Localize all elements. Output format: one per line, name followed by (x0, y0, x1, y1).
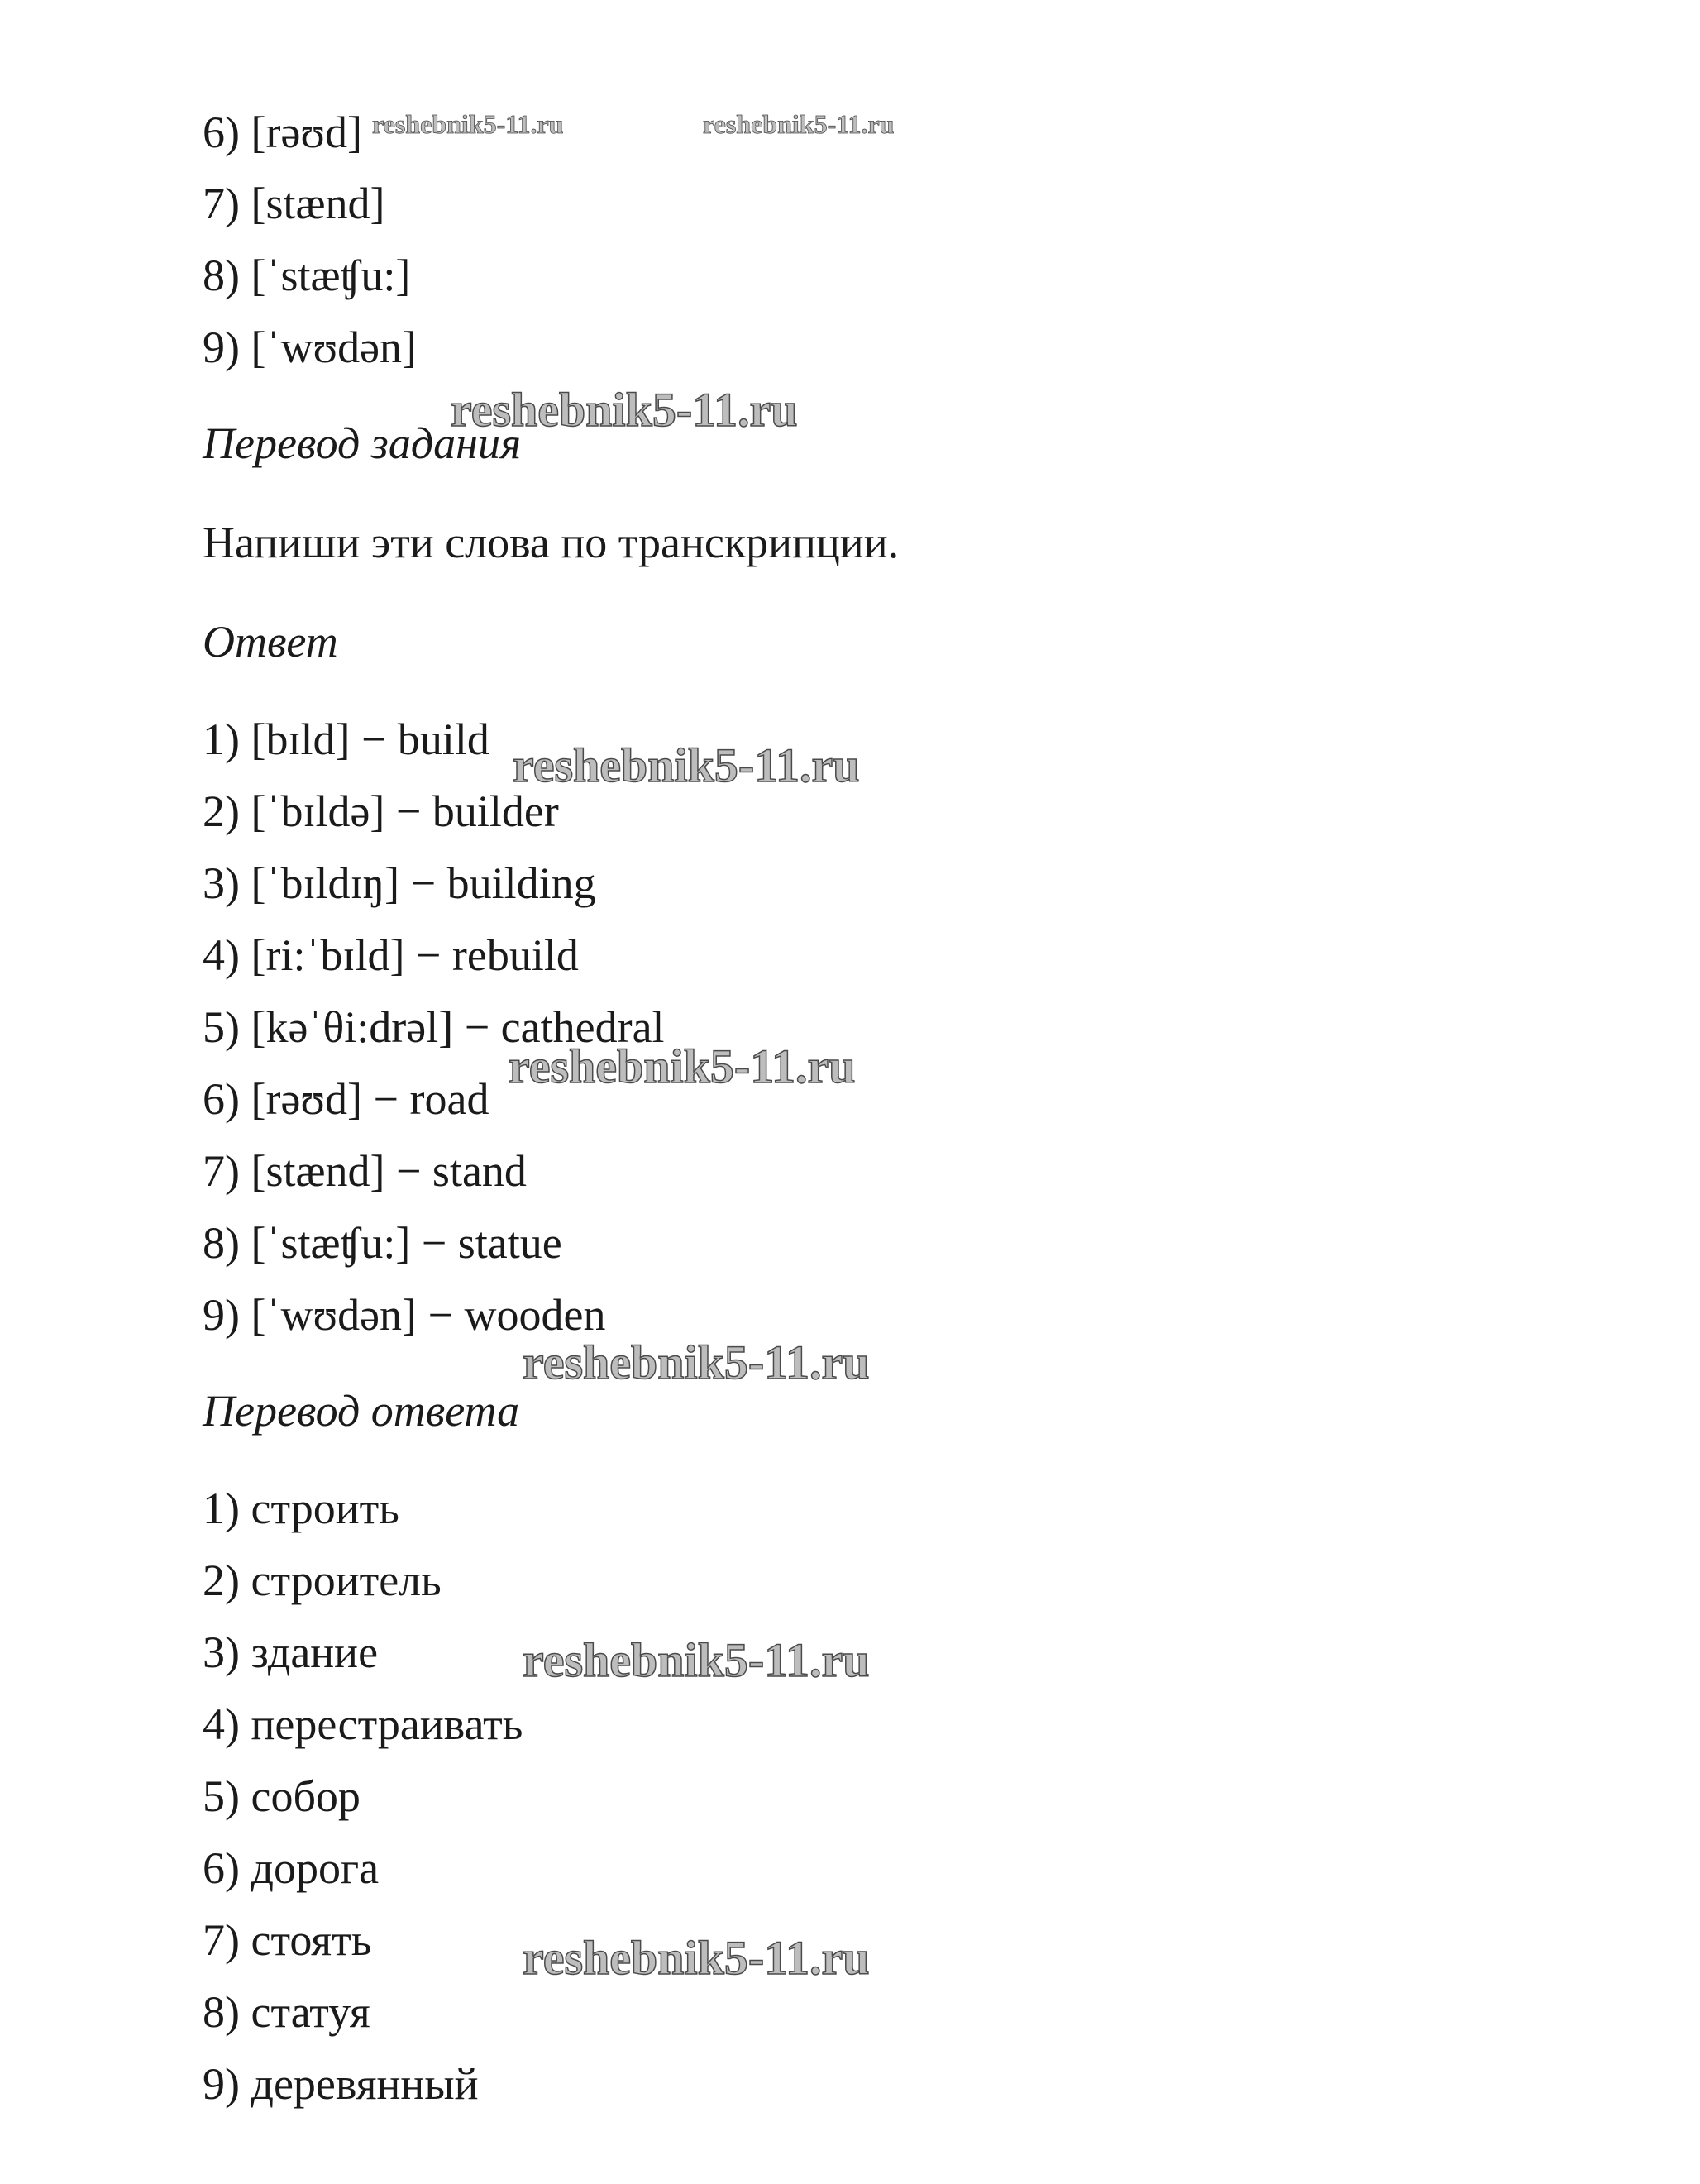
answer-item-8: 8) [ˈstæʧu:] − statue (203, 1218, 562, 1268)
task-translation-heading: Перевод задания (203, 418, 522, 468)
top-list-item-9: 9) [ˈwʊdən] (203, 323, 418, 372)
answer-item-7: 7) [stænd] − stand (203, 1146, 527, 1196)
watermark: reshebnik5-11.ru (372, 109, 564, 139)
watermark: reshebnik5-11.ru (509, 1039, 856, 1093)
watermark: reshebnik5-11.ru (523, 1931, 870, 1985)
answer-item-9: 9) [ˈwʊdən] − wooden (203, 1290, 606, 1340)
translation-item-5: 5) собор (203, 1771, 361, 1821)
translation-item-2: 2) строитель (203, 1556, 442, 1605)
watermark: reshebnik5-11.ru (703, 109, 895, 139)
answer-item-1: 1) [bɪld] − build (203, 714, 489, 764)
translation-item-6: 6) дорога (203, 1843, 380, 1893)
answer-heading: Ответ (203, 617, 338, 667)
watermark: reshebnik5-11.ru (523, 1633, 870, 1687)
top-list-item-6: 6) [rəʊd] (203, 108, 363, 157)
translation-item-7: 7) стоять (203, 1915, 372, 1965)
watermark: reshebnik5-11.ru (451, 383, 798, 437)
answer-item-2: 2) [ˈbɪldə] − builder (203, 786, 559, 836)
translation-item-4: 4) перестраивать (203, 1699, 523, 1749)
top-list-item-7: 7) [stænd] (203, 179, 385, 228)
answer-translation-heading: Перевод ответа (203, 1386, 520, 1436)
answer-item-5: 5) [kəˈθi:drəl] − cathedral (203, 1002, 665, 1052)
translation-item-9: 9) деревянный (203, 2059, 479, 2109)
translation-item-3: 3) здание (203, 1627, 379, 1677)
task-text: Напиши эти слова по транскрипции. (203, 518, 900, 567)
answer-item-6: 6) [rəʊd] − road (203, 1074, 489, 1124)
translation-item-8: 8) статуя (203, 1987, 370, 2037)
translation-item-1: 1) строить (203, 1484, 399, 1533)
answer-item-3: 3) [ˈbɪldɪŋ] − building (203, 858, 596, 908)
top-list-item-8: 8) [ˈstæʧu:] (203, 251, 411, 300)
watermark: reshebnik5-11.ru (523, 1336, 870, 1389)
answer-item-4: 4) [ri:ˈbɪld] − rebuild (203, 930, 579, 980)
watermark: reshebnik5-11.ru (513, 738, 860, 792)
